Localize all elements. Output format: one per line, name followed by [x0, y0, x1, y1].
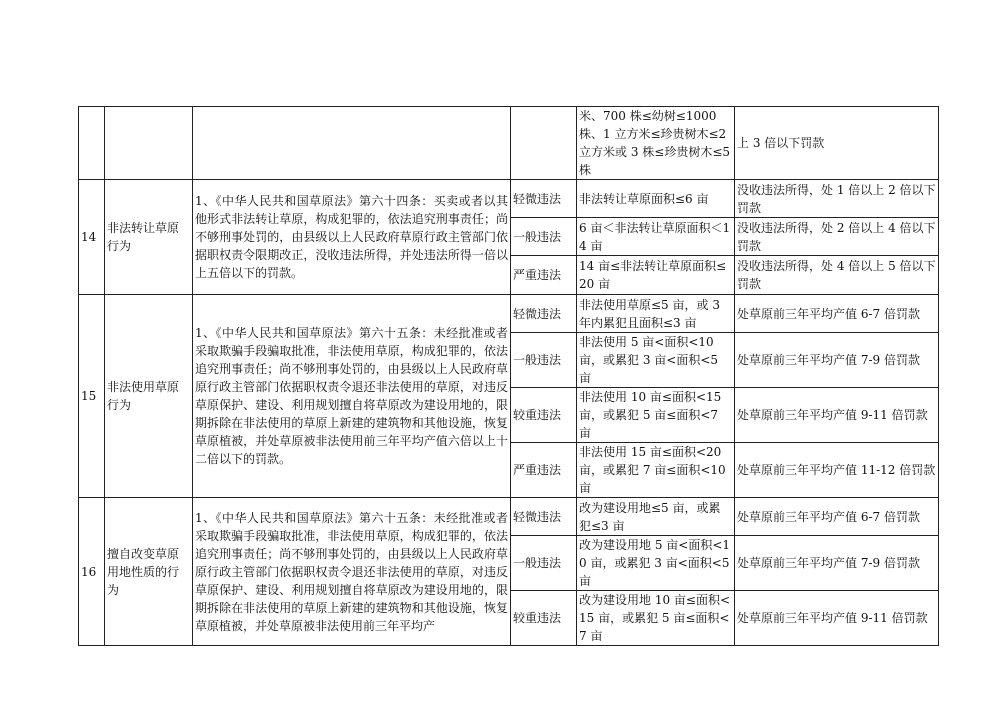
- violation-condition: 非法转让草原面积≤6 亩: [577, 180, 735, 218]
- violation-condition: 非法使用 5 亩<面积<10 亩，或累犯 3 亩<面积<5 亩: [577, 333, 735, 388]
- legal-basis: 1、《中华人民共和国草原法》第六十四条：买卖或者以其他形式非法转让草原，构成犯罪的，依法追究刑事责任；尚不够刑事处罚的，由县级以上人民政府草原行政主管部门依据职权责令限期改正，没收违法所得，并处违法所得一倍以上五倍以下的罚款。: [193, 180, 511, 295]
- violation-name: 非法使用草原行为: [105, 295, 193, 498]
- violation-condition: 米、700 株≤幼树≤1000 株、1 立方米≤珍贵树木≤2 立方米或 3 株≤珍贵树木≤5 株: [577, 107, 735, 180]
- table-row: [79, 498, 939, 536]
- violation-level: [511, 107, 577, 180]
- violation-condition: 非法使用 15 亩≤面积<20 亩，或累犯 7 亩≤面积<10 亩: [577, 443, 735, 498]
- violation-level: 较重违法: [511, 388, 577, 443]
- violation-name: 非法转让草原行为: [105, 180, 193, 295]
- penalty: 处草原前三年平均产值 9-11 倍罚款: [735, 591, 939, 646]
- violation-level: 严重违法: [511, 443, 577, 498]
- penalty: 处草原前三年平均产值 6-7 倍罚款: [735, 498, 939, 536]
- penalty: 没收违法所得，处 2 倍以上 4 倍以下罚款: [735, 218, 939, 256]
- row-number: 14: [79, 180, 105, 295]
- violation-name: [105, 107, 193, 180]
- legal-basis: [193, 107, 511, 180]
- penalty: 处草原前三年平均产值 6-7 倍罚款: [735, 295, 939, 333]
- table-row: [79, 180, 939, 218]
- penalty: 处草原前三年平均产值 11-12 倍罚款: [735, 443, 939, 498]
- violation-condition: 改为建设用地≤5 亩，或累犯≤3 亩: [577, 498, 735, 536]
- legal-basis: 1、《中华人民共和国草原法》第六十五条：未经批准或者采取欺骗手段骗取批准，非法使用草原，构成犯罪的，依法追究刑事责任；尚不够刑事处罚的，由县级以上人民政府草原行政主管部门依据职权责令退还非法使用的草原，对违反草原保护、建设、利用规划擅自将草原改为建设用地的，限期拆除在非法使用的草原上新建的建筑物和其他设施，恢复草原植被，并处草原被非法使用前三年平均产值六倍以上十二倍以下的罚款。: [193, 295, 511, 498]
- penalty: 没收违法所得，处 1 倍以上 2 倍以下罚款: [735, 180, 939, 218]
- violation-condition: 非法使用草原≤5 亩，或 3 年内累犯且面积≤3 亩: [577, 295, 735, 333]
- legal-basis: 1、《中华人民共和国草原法》第六十五条：未经批准或者采取欺骗手段骗取批准，非法使用草原，构成犯罪的，依法追究刑事责任；尚不够刑事处罚的，由县级以上人民政府草原行政主管部门依据职权责令退还非法使用的草原，对违反草原保护、建设、利用规划擅自将草原改为建设用地的，限期拆除在非法使用的草原上新建的建筑物和其他设施，恢复草原植被，并处草原被非法使用前三年平均产: [193, 498, 511, 646]
- table-row: [79, 107, 939, 180]
- table-row: [79, 295, 939, 333]
- row-number: [79, 107, 105, 180]
- row-number: 15: [79, 295, 105, 498]
- violation-level: 较重违法: [511, 591, 577, 646]
- penalty: 处草原前三年平均产值 7-9 倍罚款: [735, 536, 939, 591]
- violation-condition: 6 亩＜非法转让草原面积＜14 亩: [577, 218, 735, 256]
- penalty: 处草原前三年平均产值 7-9 倍罚款: [735, 333, 939, 388]
- violation-name: 擅自改变草原用地性质的行为: [105, 498, 193, 646]
- violation-level: 轻微违法: [511, 180, 577, 218]
- penalty: 上 3 倍以下罚款: [735, 107, 939, 180]
- violation-condition: 非法使用 10 亩≤面积<15 亩，或累犯 5 亩≤面积<7 亩: [577, 388, 735, 443]
- violation-condition: 改为建设用地 10 亩≤面积<15 亩，或累犯 5 亩≤面积<7 亩: [577, 591, 735, 646]
- violation-level: 严重违法: [511, 256, 577, 295]
- violation-level: 轻微违法: [511, 295, 577, 333]
- violation-level: 一般违法: [511, 333, 577, 388]
- penalty: 没收违法所得，处 4 倍以上 5 倍以下罚款: [735, 256, 939, 295]
- penalty-table: [78, 106, 939, 646]
- violation-condition: 14 亩≤非法转让草原面积≤20 亩: [577, 256, 735, 295]
- row-number: 16: [79, 498, 105, 646]
- violation-condition: 改为建设用地 5 亩<面积<10 亩，或累犯 3 亩<面积<5 亩: [577, 536, 735, 591]
- violation-level: 一般违法: [511, 218, 577, 256]
- violation-level: 轻微违法: [511, 498, 577, 536]
- penalty: 处草原前三年平均产值 9-11 倍罚款: [735, 388, 939, 443]
- violation-level: 一般违法: [511, 536, 577, 591]
